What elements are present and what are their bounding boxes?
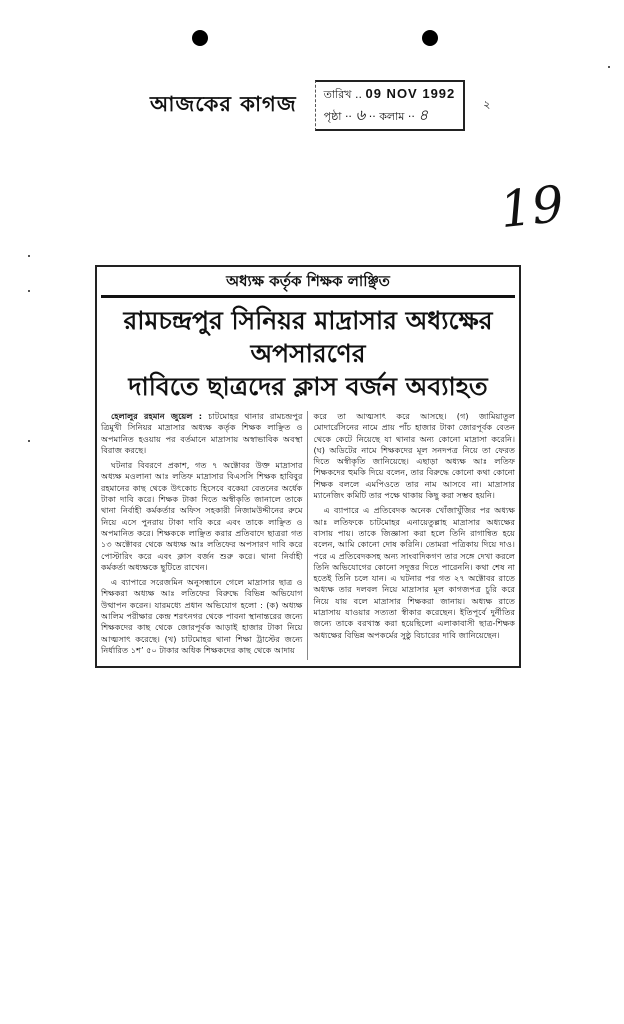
article-body <box>101 411 515 660</box>
article-column-left <box>101 411 308 660</box>
article-kicker: অধ্যক্ষ কর্তৃক শিক্ষক লাঞ্ছিত <box>101 269 515 298</box>
handwritten-number: 19 <box>497 174 567 240</box>
scan-mark <box>28 290 30 292</box>
article-column-right <box>314 411 516 645</box>
column-value: ৪ <box>418 106 429 124</box>
page-marker: ২ <box>483 98 491 111</box>
paragraph: ঘটনার বিবরণে প্রকাশ, গত ৭ অক্টোবর উক্ত মাদ্রাসার অধ্যক্ষ মওলানা আঃ লতিফ মাদ্রাসার বিএসসি শিক্ষক হাবিবুর রহমানের কাছ থেকে উৎকোচ হিসেবে বকেয়া বেতনের অর্ধেক টাকা দাবি করে। শিক্ষক টাকা দিতে অস্বীকৃতি জানালে তাকে থানা নির্বাহী কর্মকর্তার অফিস সহকারী নিজামউদ্দীনের রুমে নিয়ে এসে পুনরায় টাকা দাবি করে এবং তাকে লাঞ্ছিত ও অপমানিত করে। শিক্ষককে লাঞ্ছিত করার প্রতিবাদে ছাত্ররা গত ১৩ অক্টোবর থেকে অধ্যক্ষ আঃ লতিফের অপসারণ দাবি করে পোস্টারিং করে এবং ক্লাস বর্জন শুরু করে। থানা নির্বাহী কর্মকর্তা অধ্যক্ষকে ছুটিতে রাখেন। <box>101 460 303 572</box>
newspaper-masthead: আজকের কাগজ <box>150 92 297 116</box>
archive-stamp <box>315 80 466 131</box>
stamp-date-row: তারিখ .. 09 NOV 1992 <box>323 86 456 101</box>
column-label: কলাম <box>379 110 405 123</box>
clipping-header <box>150 80 590 131</box>
paragraph-text: চাটমোহর থানার রামচন্দ্রপুর ত্রিমুখী সিনিয়র মাদ্রাসার অধ্যক্ষ কর্তৃক শিক্ষক লাঞ্ছিত ও অপমানিত হওয়ায় পর বর্তমানে মাদ্রাসায় অস্বাভাবিক অবস্থা বিরাজ করছে। <box>101 411 303 455</box>
scan-mark <box>28 440 30 442</box>
byline: হেলালুর রহমান জুয়েল : <box>111 411 203 421</box>
scan-mark <box>608 66 610 68</box>
punch-hole <box>422 30 438 46</box>
paragraph: এ ব্যাপারে এ প্রতিবেদক অনেক খোঁজাখুঁজির পর অধ্যক্ষ আঃ লতিফকে চাটমোহর এনায়েতুল্লাহ মাদ্রাসার অধ্যক্ষের বাসায় পায়। তাকে জিজ্ঞাসা করা হলে তিনি রাগান্বিত হয়ে বলেন, আমি কোনো দোষ করিনি। তোমরা পত্রিকায় দিয়ে দাও। পরে এ প্রতিবেদকসহ অন্য সাংবাদিকগণ তার সঙ্গে দেখা করলে তিনি অভিযোগের কোনো সদুত্তর দিতে পারেননি। কথা শেষ না হতেই তিনি চলে যান। এ ঘটনার পর গত ২৭ অক্টোবর রাতে অধ্যক্ষ তার দলবল নিয়ে মাদ্রাসার মূল কাগজপত্র চুরি করে নিয়ে যায় বলে মাদ্রাসার শিক্ষকরা জানায়। অধ্যক্ষ রাতে মাদ্রাসায় যাওয়ার সত্যতা স্বীকার করেছেন। ইতিপূর্বে দুর্নীতির জন্যে তাকে বরখাস্ত করা হয়েছিলো এলাকাবাসী ছাত্র-শিক্ষক অধ্যক্ষের বিভিন্ন অপকর্মের সুষ্ঠু বিচারের দাবি জানিয়েছেন। <box>313 505 515 640</box>
page-value: ৬ <box>355 106 366 124</box>
headline-line-2: দাবিতে ছাত্রদের ক্লাস বর্জন অব্যাহত <box>128 372 488 401</box>
news-clipping <box>95 265 521 668</box>
paragraph: এ ব্যাপারে সরেজমিন অনুসন্ধানে গেলে মাদ্রাসার ছাত্র ও শিক্ষকরা অধ্যক্ষ আঃ লতিফের বিরুদ্ধে বিভিন্ন অভিযোগ উত্থাপন করেন। যারমধ্যে প্রধান অভিযোগ হলো : (ক) অধ্যক্ষ আলিম পরীক্ষার কেন্দ্র শরৎনগর থেকে পাবনা স্থানান্তরের জন্যে শিক্ষকদের কাছ থেকে জোরপূর্বক আড়াই হাজার টাকা নিয়ে আত্মসাৎ করেছে। (খ) চাটমোহর থানা শিক্ষা ট্রাস্টের জন্যে নির্ধারিত ১শ’ ৫০ টাকার অধিক শিক্ষকদের কাছ থেকে আদায় <box>101 577 303 655</box>
date-value: 09 NOV 1992 <box>365 86 456 101</box>
headline-line-1: রামচন্দ্রপুর সিনিয়র মাদ্রাসার অধ্যক্ষের অপসারণের <box>123 306 493 368</box>
stamp-page-row: পৃষ্ঠা ·· ৬ ·· কলাম ·· ৪ <box>323 106 429 124</box>
punch-hole <box>192 30 208 46</box>
scan-mark <box>28 255 30 257</box>
paragraph: করে তা আত্মসাৎ করে আসছে। (গ) জামিয়াতুল মোদার্রেসিনের নামে প্রায় পাঁচ হাজার টাকা জোরপূর্বক বেতন থেকে কেটে নিয়েছে যা থানার অন্য কোনো মাদ্রাসা করেনি। (ঘ) অডিটের নামে শিক্ষকদের মূল সনদপত্র নিয়ে তা ফেরত দিতে অস্বীকৃতি জানিয়েছে। এছাড়া অধ্যক্ষ আঃ লতিফ শিক্ষকদের হুমকি দিয়ে বলেন, তার বিরুদ্ধে কোনো কথা কোনো শিক্ষক বললে এমপিওতে তার নাম আসবে না। মাদ্রাসার ম্যানেজিং কমিটি তার পক্ষে থাকায় কিছু করা সম্ভব হয়নি। <box>313 411 515 501</box>
paragraph <box>101 411 303 456</box>
page-label: পৃষ্ঠা <box>323 110 342 123</box>
article-headline <box>101 304 515 403</box>
date-label: তারিখ <box>323 88 352 101</box>
